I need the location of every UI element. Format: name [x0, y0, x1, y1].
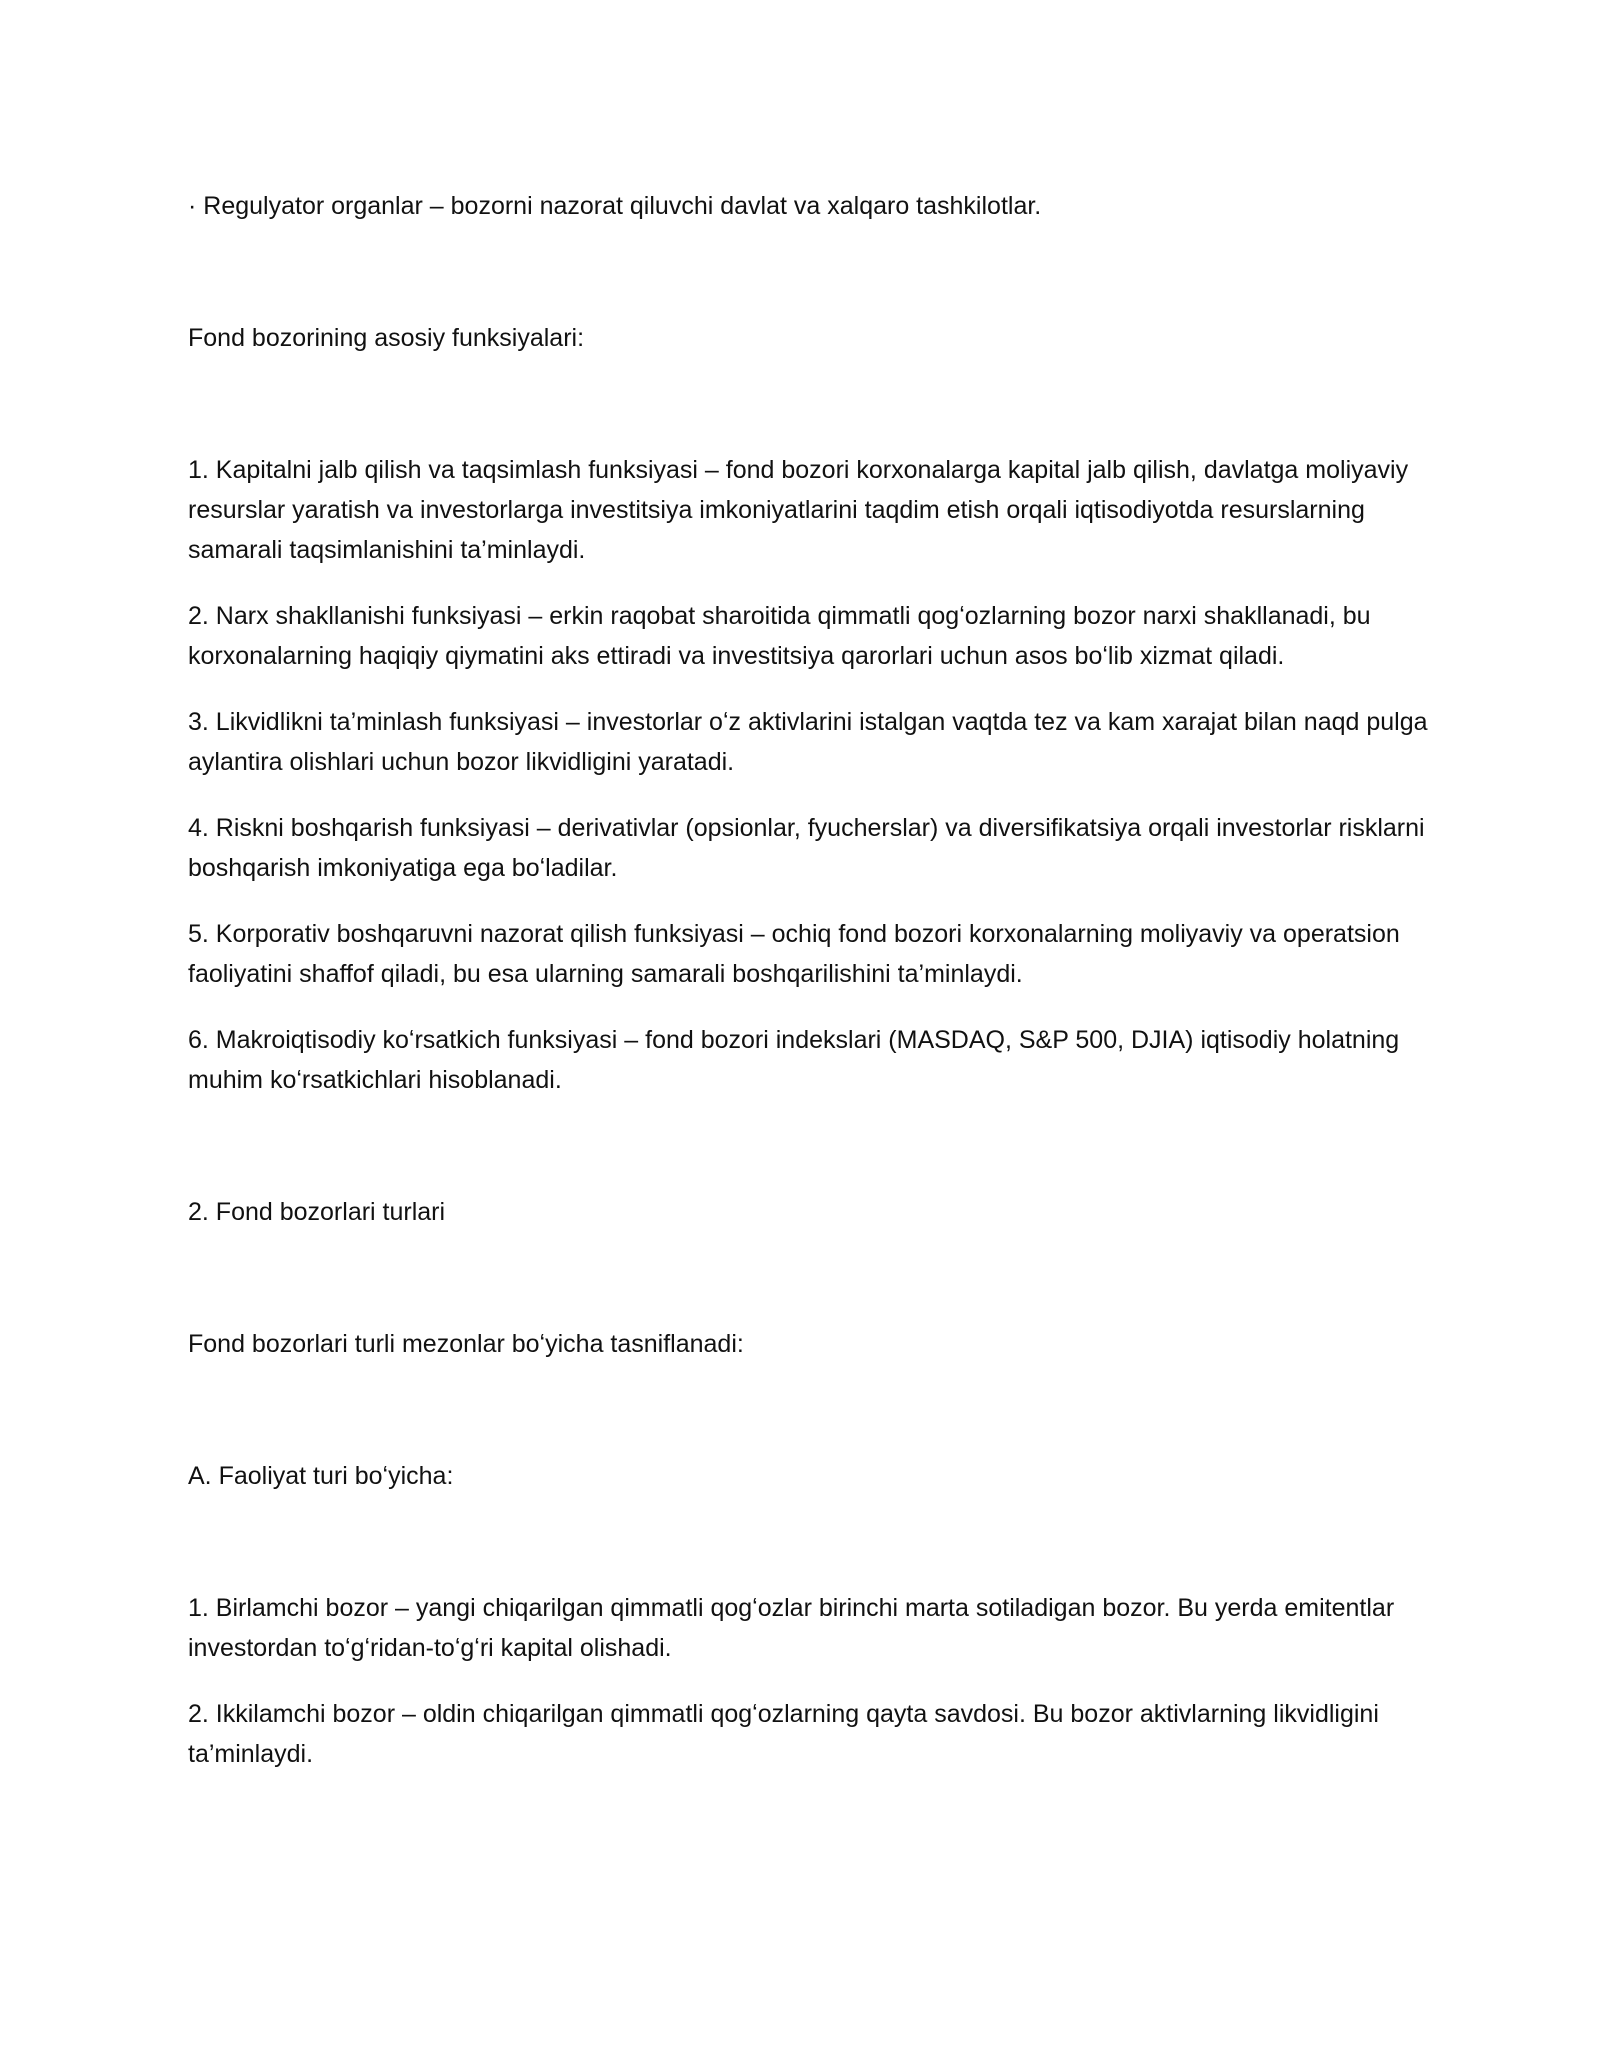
- function-item-2: 2. Narx shakllanishi funksiyasi – erkin raqobat sharoitida qimmatli qogʻozlarning bozor narxi shakllanadi, bu korxonalarning haqiqiy qiymatini aks ettiradi va investitsiya qarorlari uchun asos boʻlib xizmat qiladi.: [188, 602, 1371, 670]
- intro-bullet: · Regulyator organlar – bozorni nazorat qiluvchi davlat va xalqaro tashkilotlar.: [188, 192, 1042, 220]
- function-item-3: 3. Likvidlikni ta’minlash funksiyasi – investorlar oʻz aktivlarini istalgan vaqtda tez va kam xarajat bilan naqd pulga aylantira olishlari uchun bozor likvidligini yaratadi.: [188, 708, 1428, 776]
- function-item-5: 5. Korporativ boshqaruvni nazorat qilish funksiyasi – ochiq fond bozori korxonalarning moliyaviy va operatsion faoliyatini shaffof qiladi, bu esa ularning samarali boshqarilishini ta’minlaydi.: [188, 920, 1400, 988]
- function-item-1: 1. Kapitalni jalb qilish va taqsimlash funksiyasi – fond bozori korxonalarga kapital jalb qilish, davlatga moliyaviy resurslar yaratish va investorlarga investitsiya imkoniyatlarini taqdim etish orqali iqtisodiyotda resurslarning samarali taqsimlanishini ta’minlaydi.: [188, 456, 1409, 564]
- classification-intro: Fond bozorlari turli mezonlar boʻyicha tasniflanadi:: [188, 1330, 744, 1358]
- function-item-4: 4. Riskni boshqarish funksiyasi – derivativlar (opsionlar, fyucherslar) va diversifikatsiya orqali investorlar risklarni boshqarish imkoniyatiga ega boʻladilar.: [188, 814, 1425, 882]
- function-item-6: 6. Makroiqtisodiy koʻrsatkich funksiyasi – fond bozori indekslari (MASDAQ, S&P 500, DJIA) iqtisodiy holatning muhim koʻrsatkichlari hisoblanadi.: [188, 1026, 1400, 1094]
- document-page: [188, 186, 1428, 1774]
- functions-heading: Fond bozorining asosiy funksiyalari:: [188, 324, 585, 352]
- market-type-item-1: 1. Birlamchi bozor – yangi chiqarilgan qimmatli qogʻozlar birinchi marta sotiladigan bozor. Bu yerda emitentlar investordan toʻgʻridan-toʻgʻri kapital olishadi.: [188, 1594, 1395, 1662]
- subsection-heading: A. Faoliyat turi boʻyicha:: [188, 1462, 454, 1490]
- section-heading: 2. Fond bozorlari turlari: [188, 1198, 446, 1226]
- market-type-item-2: 2. Ikkilamchi bozor – oldin chiqarilgan qimmatli qogʻozlarning qayta savdosi. Bu bozor aktivlarning likvidligini ta’minlaydi.: [188, 1700, 1379, 1768]
